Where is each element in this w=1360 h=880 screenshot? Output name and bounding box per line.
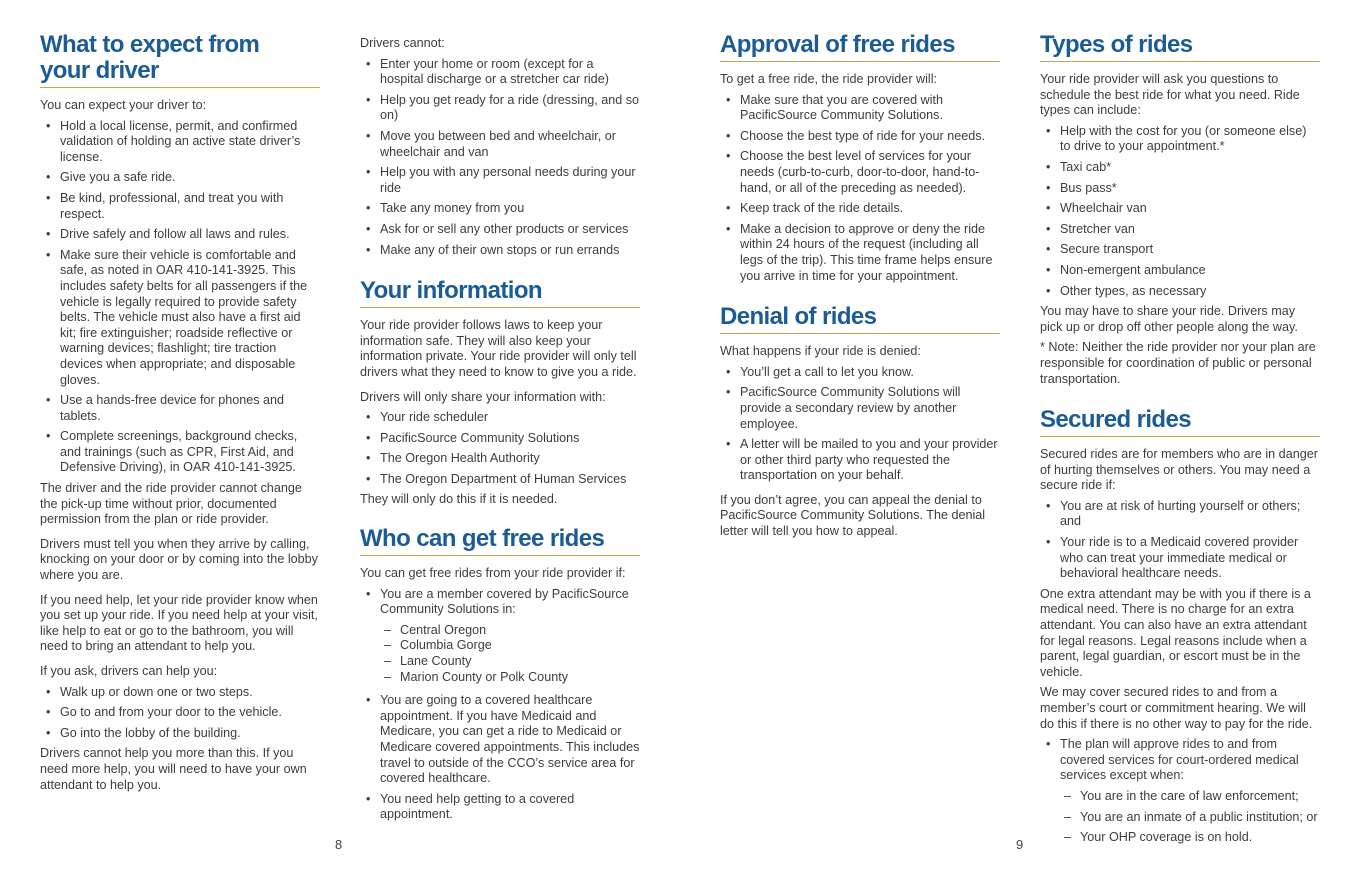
page-number-right: 9 bbox=[1016, 837, 1024, 852]
region-item: – Lane County bbox=[380, 654, 640, 670]
list-item: • Take any money from you bbox=[360, 201, 640, 217]
list-item: • Taxi cab* bbox=[1040, 160, 1320, 176]
share-ride-paragraph: You may have to share your ride. Drivers may pick up or drop off other people along the way. bbox=[1040, 304, 1298, 334]
list-item: • Secure transport bbox=[1040, 242, 1320, 258]
column-4 bbox=[1040, 32, 1320, 851]
exception-item: – You are an inmate of a public institution; or bbox=[1060, 810, 1320, 826]
arrival-paragraph: Drivers must tell you when they arrive by calling, knocking on your door or by coming into the lobby where you are. bbox=[40, 536, 318, 583]
list-item: • Ask for or sell any other products or services bbox=[360, 222, 640, 238]
list-item: • Stretcher van bbox=[1040, 222, 1320, 238]
region-list bbox=[380, 623, 640, 685]
list-item: • Help you with any personal needs during your ride bbox=[360, 165, 640, 196]
column-3 bbox=[720, 32, 1000, 549]
types-note: * Note: Neither the ride provider nor your plan are responsible for coordination of public or personal transportation. bbox=[1040, 340, 1316, 386]
member-item-text: You are a member covered by PacificSource Community Solutions in: bbox=[380, 586, 629, 617]
list-item: • PacificSource Community Solutions will provide a secondary review by another employee. bbox=[720, 385, 1000, 432]
list-item: • Make a decision to approve or deny the ride within 24 hours of the request (including all legs of the trip). This time frame helps ensure you arrive in time for your appointment. bbox=[720, 222, 1000, 284]
secured-intro: Secured rides are for members who are in danger of hurting themselves or others. You may need a secure ride if: bbox=[1040, 447, 1318, 493]
list-item: • You need help getting to a covered appointment. bbox=[360, 792, 640, 823]
list-item bbox=[1040, 737, 1320, 846]
list-item: • A letter will be mailed to you and your provider or other third party who requested the transportation on your behalf. bbox=[720, 437, 1000, 484]
list-item: • Choose the best type of ride for your needs. bbox=[720, 129, 1000, 145]
expect-heading-line2: your driver bbox=[40, 57, 159, 84]
info-outro: They will only do this if it is needed. bbox=[360, 492, 558, 507]
secured-list bbox=[1040, 499, 1320, 582]
info-paragraph: Your ride provider follows laws to keep your information safe. They will also keep your information private. Your ride provider will only tell drivers what they need to know to give you a ride. bbox=[360, 318, 637, 379]
appeal-paragraph: If you don’t agree, you can appeal the denial to PacificSource Community Solutions. The denial letter will tell you how to appeal. bbox=[720, 492, 986, 539]
info-share-intro: Drivers will only share your information with: bbox=[360, 389, 606, 404]
list-item: • Other types, as necessary bbox=[1040, 284, 1320, 300]
list-item: • Go into the lobby of the building. bbox=[40, 726, 320, 742]
list-item: • Drive safely and follow all laws and rules. bbox=[40, 227, 320, 243]
secured-heading: Secured rides bbox=[1040, 407, 1320, 437]
region-item: – Marion County or Polk County bbox=[380, 670, 640, 686]
list-item: • You are at risk of hurting yourself or others; and bbox=[1040, 499, 1320, 530]
help-intro: If you ask, drivers can help you: bbox=[40, 664, 218, 678]
list-item: • Bus pass* bbox=[1040, 181, 1320, 197]
list-item: • You’ll get a call to let you know. bbox=[720, 365, 1000, 381]
list-item: • Hold a local license, permit, and confirmed validation of holding an active state driver’s license. bbox=[40, 119, 320, 166]
court-item-text: The plan will approve rides to and from covered services for court-ordered medical services except when: bbox=[1060, 737, 1299, 783]
column-2 bbox=[360, 36, 640, 828]
list-item: • Use a hands-free device for phones and tablets. bbox=[40, 393, 320, 424]
exception-list bbox=[1060, 789, 1320, 846]
list-item: • Help you get ready for a ride (dressing, and so on) bbox=[360, 93, 640, 124]
who-intro: You can get free rides from your ride provider if: bbox=[360, 566, 626, 581]
exception-item: – Your OHP coverage is on hold. bbox=[1060, 830, 1320, 846]
list-item: • Non-emergent ambulance bbox=[1040, 263, 1320, 279]
region-item: – Columbia Gorge bbox=[380, 638, 640, 654]
list-item: • Make sure their vehicle is comfortable and safe, as noted in OAR 410-141-3925. This includes safety belts for all passengers if the vehicle is legally required to provide safety belts. The vehicle must also have a first aid kit; fire extinguisher; roadside reflective or warning devices; flashlight; tire traction devices when appropriate; and disposable gloves. bbox=[40, 248, 320, 388]
list-item bbox=[360, 587, 640, 686]
list-item: • Go to and from your door to the vehicle. bbox=[40, 705, 320, 721]
attendant-paragraph: If you need help, let your ride provider know when you set up your ride. If you need help at your visit, like help to eat or go to the bathroom, you will need to bring an attendant to help you. bbox=[40, 592, 318, 654]
expect-heading-line1: What to expect from bbox=[40, 31, 260, 58]
list-item: • Enter your home or room (except for a hospital discharge or a stretcher car ride) bbox=[360, 57, 640, 88]
list-item: • PacificSource Community Solutions bbox=[360, 431, 640, 447]
types-intro: Your ride provider will ask you questions to schedule the best ride for what you need. Ride types can include: bbox=[1040, 72, 1300, 118]
list-item: • Walk up or down one or two steps. bbox=[40, 685, 320, 701]
column-1 bbox=[40, 32, 320, 802]
list-item: • Complete screenings, background checks, and trainings (such as CPR, First Aid, and Defensive Driving), in OAR 410-141-3925. bbox=[40, 429, 320, 476]
denial-heading: Denial of rides bbox=[720, 304, 1000, 334]
types-heading: Types of rides bbox=[1040, 32, 1320, 62]
who-list bbox=[360, 587, 640, 823]
list-item: • Your ride scheduler bbox=[360, 410, 640, 426]
expect-heading bbox=[40, 32, 320, 88]
list-item: • Be kind, professional, and treat you with respect. bbox=[40, 191, 320, 222]
types-list bbox=[1040, 124, 1320, 299]
denial-intro: What happens if your ride is denied: bbox=[720, 344, 921, 359]
cannot-list bbox=[360, 57, 640, 259]
pickup-paragraph: The driver and the ride provider cannot change the pick-up time without prior, documented permission from the plan or ride provider. bbox=[40, 481, 302, 527]
court-list bbox=[1040, 737, 1320, 846]
list-item: • You are going to a covered healthcare appointment. If you have Medicaid and Medicare, you can get a ride to Medicaid or Medicare covered appointments. This includes travel to outside of the CCO’s service area for covered healthcare. bbox=[360, 693, 640, 787]
help-list bbox=[40, 685, 320, 742]
court-paragraph: We may cover secured rides to and from a member’s court or commitment hearing. We will do this if there is no other way to pay for the ride. bbox=[1040, 685, 1313, 731]
exception-item: – You are in the care of law enforcement; bbox=[1060, 789, 1320, 805]
expect-list bbox=[40, 119, 320, 476]
approval-heading: Approval of free rides bbox=[720, 32, 1000, 62]
who-heading: Who can get free rides bbox=[360, 526, 640, 556]
list-item: • Make sure that you are covered with PacificSource Community Solutions. bbox=[720, 93, 1000, 124]
list-item: • Choose the best level of services for your needs (curb-to-curb, door-to-door, hand-to-hand, or all of the preceding as needed). bbox=[720, 149, 1000, 196]
list-item: • The Oregon Health Authority bbox=[360, 451, 640, 467]
denial-list bbox=[720, 365, 1000, 484]
list-item: • Move you between bed and wheelchair, or wheelchair and van bbox=[360, 129, 640, 160]
info-share-list bbox=[360, 410, 640, 487]
expect-intro: You can expect your driver to: bbox=[40, 98, 207, 112]
list-item: • Make any of their own stops or run errands bbox=[360, 243, 640, 259]
list-item: • Help with the cost for you (or someone else) to drive to your appointment.* bbox=[1040, 124, 1320, 155]
list-item: • Your ride is to a Medicaid covered provider who can treat your immediate medical or behavioral healthcare needs. bbox=[1040, 535, 1320, 582]
approval-intro: To get a free ride, the ride provider will: bbox=[720, 72, 937, 86]
approval-list bbox=[720, 93, 1000, 285]
cannot-intro: Drivers cannot: bbox=[360, 36, 445, 50]
info-heading: Your information bbox=[360, 278, 640, 308]
list-item: • Wheelchair van bbox=[1040, 201, 1320, 217]
more-help-paragraph: Drivers cannot help you more than this. If you need more help, you will need to have your own attendant to help you. bbox=[40, 746, 307, 792]
list-item: • Give you a safe ride. bbox=[40, 170, 320, 186]
page-number-left: 8 bbox=[335, 837, 343, 852]
attendant-paragraph: One extra attendant may be with you if there is a medical need. There is no charge for an extra attendant. You can also have an extra attendant for legal reasons. Legal reasons include when a parent, legal guardian, or escort must be in the vehicle. bbox=[1040, 586, 1311, 679]
list-item: • Keep track of the ride details. bbox=[720, 201, 1000, 217]
list-item: • The Oregon Department of Human Services bbox=[360, 472, 640, 488]
region-item: – Central Oregon bbox=[380, 623, 640, 639]
